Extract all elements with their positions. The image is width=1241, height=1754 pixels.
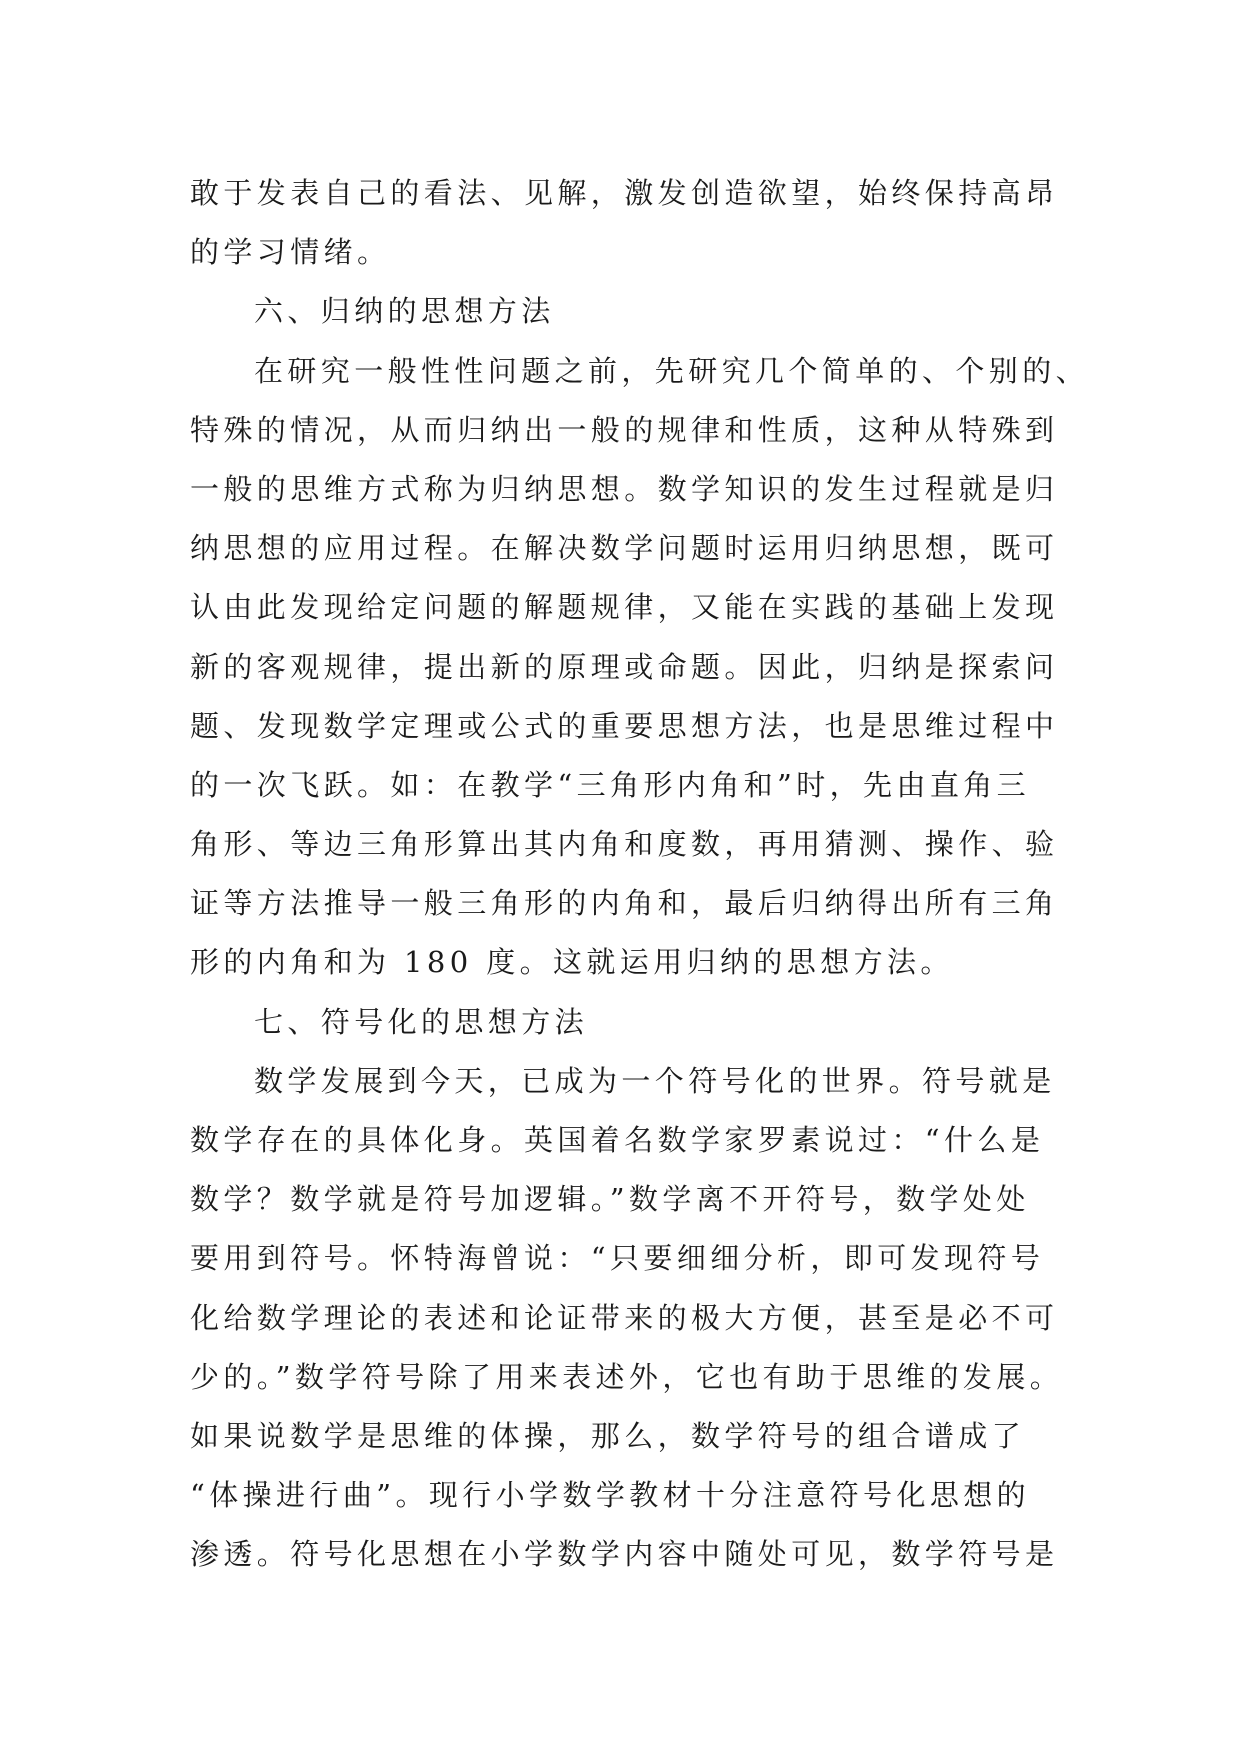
text-line: 七、符号化的思想方法 [254,1004,589,1039]
text-line: 数学？数学就是符号加逻辑。”数学离不开符号，数学处处 [190,1182,1030,1217]
text-line: 如果说数学是思维的体操，那么，数学符号的组合谱成了 [190,1418,1026,1453]
text-line: 证等方法推导一般三角形的内角和，最后归纳得出所有三角 [190,886,1059,921]
text-line: 渗透。符号化思想在小学数学内容中随处可见，数学符号是 [190,1537,1059,1572]
text-line: 数学发展到今天，已成为一个符号化的世界。符号就是 [254,1063,1056,1098]
text-line: 新的客观规律，提出新的原理或命题。因此，归纳是探索问 [190,649,1059,684]
text-line: 特殊的情况，从而归纳出一般的规律和性质，这种从特殊到 [190,412,1059,447]
text-line: 的一次飞跃。如：在教学“三角形内角和”时，先由直角三 [190,767,1031,802]
text-line: 在研究一般性性问题之前，先研究几个简单的、个别的、 [254,353,1090,388]
text-line: 化给数学理论的表述和论证带来的极大方便，甚至是必不可 [190,1300,1059,1335]
text-line: 纳思想的应用过程。在解决数学问题时运用归纳思想，既可 [190,531,1059,566]
text-line: 的学习情绪。 [190,235,391,270]
text-line: 角形、等边三角形算出其内角和度数，再用猜测、操作、验 [190,827,1059,862]
text-line: “体操进行曲”。现行小学数学教材十分注意符号化思想的 [190,1478,1031,1513]
text-line: 题、发现数学定理或公式的重要思想方法，也是思维过程中 [190,708,1059,743]
text-line: 六、归纳的思想方法 [254,294,555,329]
text-line: 敢于发表自己的看法、见解，激发创造欲望，始终保持高昂 [190,176,1059,210]
text-line: 数学存在的具体化身。英国着名数学家罗素说过：“什么是 [190,1123,1045,1157]
text-line: 少的。”数学符号除了用来表述外，它也有助于思维的发展。 [190,1359,1064,1394]
text-line: 要用到符号。怀特海曾说：“只要细细分析，即可发现符号 [190,1241,1045,1276]
body-text [190,164,1090,1585]
text-line: 一般的思维方式称为归纳思想。数学知识的发生过程就是归 [190,471,1059,506]
text-line: 形的内角和为 180 度。这就运用归纳的思想方法。 [190,945,954,980]
text-line: 认由此发现给定问题的解题规律，又能在实践的基础上发现 [190,590,1059,625]
